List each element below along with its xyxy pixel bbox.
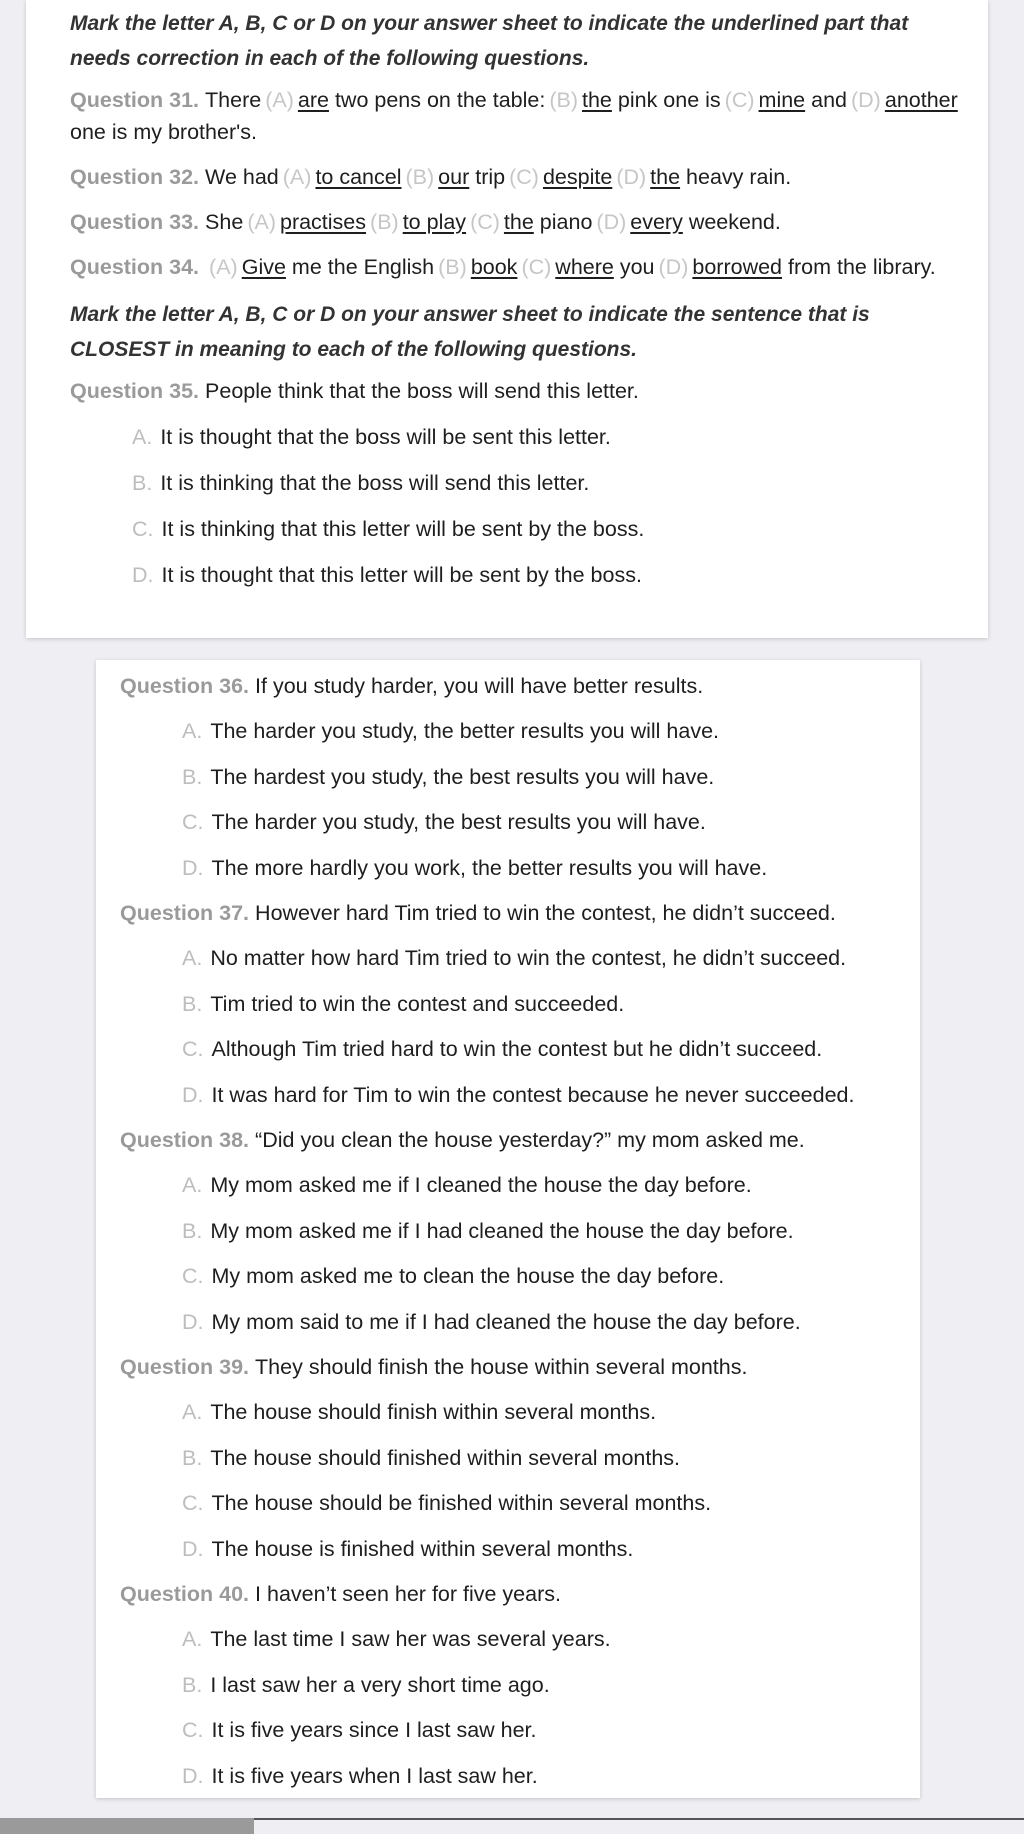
question-text: She bbox=[205, 210, 244, 234]
option-c bbox=[182, 1714, 920, 1746]
underlined-part-b: the bbox=[582, 88, 612, 112]
option-text: It was hard for Tim to win the contest because he never succeeded. bbox=[211, 1082, 855, 1107]
options-list bbox=[182, 1169, 920, 1338]
option-d bbox=[182, 852, 920, 884]
option-letter: D. bbox=[132, 563, 154, 587]
underlined-part-d: borrowed bbox=[692, 255, 783, 279]
options-list bbox=[182, 1396, 920, 1565]
question-number: Question 32. bbox=[70, 165, 200, 189]
section-instruction-error: Mark the letter A, B, C or D on your answer sheet to indicate the underlined part that needs correction in each of the following questions. bbox=[70, 12, 909, 70]
option-letter: C. bbox=[182, 1037, 204, 1061]
question-stem: They should finish the house within several months. bbox=[255, 1355, 748, 1379]
question-number: Question 36. bbox=[120, 674, 250, 698]
question-number: Question 35. bbox=[70, 379, 200, 403]
option-a bbox=[132, 421, 988, 453]
option-text: The house should finished within several months. bbox=[210, 1445, 681, 1470]
option-letter: A. bbox=[182, 1627, 203, 1651]
question-32 bbox=[70, 161, 970, 193]
option-letter-c: (C) bbox=[509, 165, 539, 189]
option-a bbox=[182, 1396, 920, 1428]
question-stem: People think that the boss will send this letter. bbox=[205, 379, 639, 403]
option-letter-b: (B) bbox=[438, 255, 467, 279]
question-number: Question 39. bbox=[120, 1355, 250, 1379]
option-d bbox=[182, 1306, 920, 1338]
question-number: Question 38. bbox=[120, 1128, 250, 1152]
option-text: It is thinking that the boss will send this letter. bbox=[160, 471, 590, 495]
option-text: Although Tim tried hard to win the contest but he didn’t succeed. bbox=[211, 1037, 823, 1061]
option-letter: B. bbox=[182, 1672, 203, 1697]
option-a bbox=[182, 715, 920, 747]
question-34 bbox=[70, 251, 970, 283]
option-text: The hardest you study, the best results you will have. bbox=[210, 764, 715, 789]
option-text: It is five years since I last saw her. bbox=[211, 1718, 537, 1742]
question-33 bbox=[70, 206, 970, 238]
option-text: It is thought that this letter will be sent by the boss. bbox=[161, 563, 642, 587]
option-letter-c: (C) bbox=[521, 255, 552, 279]
question-text: piano bbox=[539, 210, 593, 234]
question-number: Question 40. bbox=[120, 1582, 250, 1606]
underlined-part-a: practises bbox=[279, 210, 367, 234]
underlined-part-b: to play bbox=[402, 210, 467, 234]
option-letter-d: (D) bbox=[616, 165, 647, 189]
option-letter-d: (D) bbox=[851, 88, 881, 112]
option-letter: B. bbox=[182, 1445, 203, 1470]
worksheet-page-top bbox=[26, 0, 988, 638]
option-c bbox=[182, 1260, 920, 1292]
option-letter-a: (A) bbox=[247, 210, 276, 234]
question-number: Question 37. bbox=[120, 901, 250, 925]
option-letter-a: (A) bbox=[265, 88, 294, 112]
option-letter: A. bbox=[182, 1173, 203, 1197]
option-a bbox=[182, 942, 920, 974]
question-text: There bbox=[205, 88, 262, 112]
option-letter: B. bbox=[182, 764, 203, 789]
question-37 bbox=[120, 897, 920, 1111]
option-letter-d: (D) bbox=[596, 210, 627, 234]
option-letter: D. bbox=[182, 1309, 204, 1334]
question-text: two pens on the table: bbox=[334, 88, 546, 112]
option-letter: D. bbox=[182, 1763, 204, 1788]
section-instruction-meaning: Mark the letter A, B, C or D on your answer sheet to indicate the sentence that is CLOSEST in meaning to each of the following questions. bbox=[70, 303, 870, 361]
option-c bbox=[132, 513, 988, 545]
question-text: heavy rain. bbox=[686, 165, 792, 189]
option-letter: D. bbox=[182, 1082, 204, 1107]
option-letter: B. bbox=[182, 991, 203, 1016]
question-number: Question 33. bbox=[70, 210, 200, 234]
bottom-divider bbox=[254, 1818, 1024, 1820]
option-b bbox=[182, 1669, 920, 1701]
options-list bbox=[182, 715, 920, 884]
option-d bbox=[182, 1533, 920, 1565]
underlined-part-d: another bbox=[884, 88, 958, 112]
question-text: pink one is bbox=[617, 88, 721, 112]
option-b bbox=[182, 761, 920, 793]
question-text: and bbox=[811, 88, 847, 112]
option-a bbox=[182, 1623, 920, 1655]
underlined-part-c: despite bbox=[542, 165, 613, 189]
option-text: I last saw her a very short time ago. bbox=[210, 1672, 550, 1697]
question-stem: If you study harder, you will have better results. bbox=[255, 674, 704, 698]
options-list bbox=[182, 1623, 920, 1792]
option-letter: A. bbox=[182, 719, 203, 743]
underlined-part-d: every bbox=[630, 210, 683, 234]
underlined-part-c: mine bbox=[758, 88, 806, 112]
question-stem: I haven’t seen her for five years. bbox=[255, 1582, 561, 1606]
option-letter: A. bbox=[132, 425, 153, 449]
option-letter: B. bbox=[132, 471, 153, 495]
option-letter-b: (B) bbox=[549, 88, 578, 112]
question-text: trip bbox=[475, 165, 506, 189]
option-letter-c: (C) bbox=[470, 210, 500, 234]
option-text: It is thought that the boss will be sent this letter. bbox=[160, 425, 611, 449]
question-36 bbox=[120, 670, 920, 884]
underlined-part-c: the bbox=[503, 210, 534, 234]
question-40 bbox=[120, 1578, 920, 1792]
option-c bbox=[182, 806, 920, 838]
option-letter: A. bbox=[182, 1400, 203, 1424]
option-letter-a: (A) bbox=[282, 165, 312, 189]
question-text: one is my brother's. bbox=[70, 120, 257, 144]
option-b bbox=[182, 988, 920, 1020]
question-35 bbox=[70, 375, 988, 591]
option-a bbox=[182, 1169, 920, 1201]
underlined-part-c: where bbox=[555, 255, 614, 279]
option-letter-b: (B) bbox=[370, 210, 399, 234]
option-b bbox=[132, 467, 988, 499]
option-c bbox=[182, 1487, 920, 1519]
option-text: The last time I saw her was several years. bbox=[210, 1627, 611, 1651]
option-letter-b: (B) bbox=[405, 165, 435, 189]
underlined-part-b: book bbox=[470, 255, 518, 279]
option-letter: D. bbox=[182, 855, 204, 880]
option-letter: D. bbox=[182, 1536, 204, 1561]
underlined-part-d: the bbox=[650, 165, 681, 189]
question-text: weekend. bbox=[688, 210, 781, 234]
question-text: me the English bbox=[291, 255, 435, 279]
option-d bbox=[182, 1760, 920, 1792]
option-text: The house should finish within several months. bbox=[210, 1400, 657, 1424]
question-number: Question 34. bbox=[70, 255, 200, 279]
option-c bbox=[182, 1033, 920, 1065]
underlined-part-b: our bbox=[438, 165, 470, 189]
option-letter: A. bbox=[182, 946, 203, 970]
option-text: My mom said to me if I had cleaned the house the day before. bbox=[211, 1309, 801, 1334]
question-39 bbox=[120, 1351, 920, 1565]
option-text: My mom asked me if I had cleaned the house the day before. bbox=[210, 1218, 794, 1243]
options-list bbox=[182, 942, 920, 1111]
option-letter: C. bbox=[182, 1491, 204, 1515]
option-d bbox=[132, 559, 988, 591]
question-31 bbox=[70, 84, 970, 148]
underlined-part-a: to cancel bbox=[315, 165, 402, 189]
option-letter: C. bbox=[182, 810, 204, 834]
option-text: My mom asked me to clean the house the day before. bbox=[211, 1264, 725, 1288]
option-letter: B. bbox=[182, 1218, 203, 1243]
underlined-part-a: Give bbox=[241, 255, 286, 279]
worksheet-page-bottom bbox=[96, 660, 920, 1798]
option-text: The harder you study, the best results you will have. bbox=[211, 810, 706, 834]
option-text: It is thinking that this letter will be sent by the boss. bbox=[161, 517, 645, 541]
question-stem: “Did you clean the house yesterday?” my mom asked me. bbox=[255, 1128, 805, 1152]
option-text: It is five years when I last saw her. bbox=[211, 1763, 538, 1788]
option-text: The more hardly you work, the better results you will have. bbox=[211, 855, 768, 880]
option-text: The house should be finished within several months. bbox=[211, 1491, 712, 1515]
option-letter: C. bbox=[132, 517, 154, 541]
question-stem: However hard Tim tried to win the contest, he didn’t succeed. bbox=[255, 901, 836, 925]
question-text: We had bbox=[205, 165, 279, 189]
underlined-part-a: are bbox=[297, 88, 329, 112]
option-text: The house is finished within several months. bbox=[211, 1536, 634, 1561]
option-text: My mom asked me if I cleaned the house the day before. bbox=[210, 1173, 752, 1197]
option-b bbox=[182, 1442, 920, 1474]
option-letter: C. bbox=[182, 1264, 204, 1288]
question-text: from the library. bbox=[788, 255, 936, 279]
option-letter-d: (D) bbox=[658, 255, 689, 279]
option-text: The harder you study, the better results you will have. bbox=[210, 719, 720, 743]
options-list bbox=[132, 421, 988, 591]
question-number: Question 31. bbox=[70, 88, 200, 112]
bottom-edge-strip bbox=[0, 1818, 254, 1834]
option-letter-c: (C) bbox=[724, 88, 755, 112]
option-d bbox=[182, 1079, 920, 1111]
option-text: No matter how hard Tim tried to win the contest, he didn’t succeed. bbox=[210, 946, 847, 970]
option-text: Tim tried to win the contest and succeeded. bbox=[210, 991, 625, 1016]
option-letter-a: (A) bbox=[209, 255, 238, 279]
question-text: you bbox=[619, 255, 655, 279]
question-38 bbox=[120, 1124, 920, 1338]
option-b bbox=[182, 1215, 920, 1247]
option-letter: C. bbox=[182, 1718, 204, 1742]
